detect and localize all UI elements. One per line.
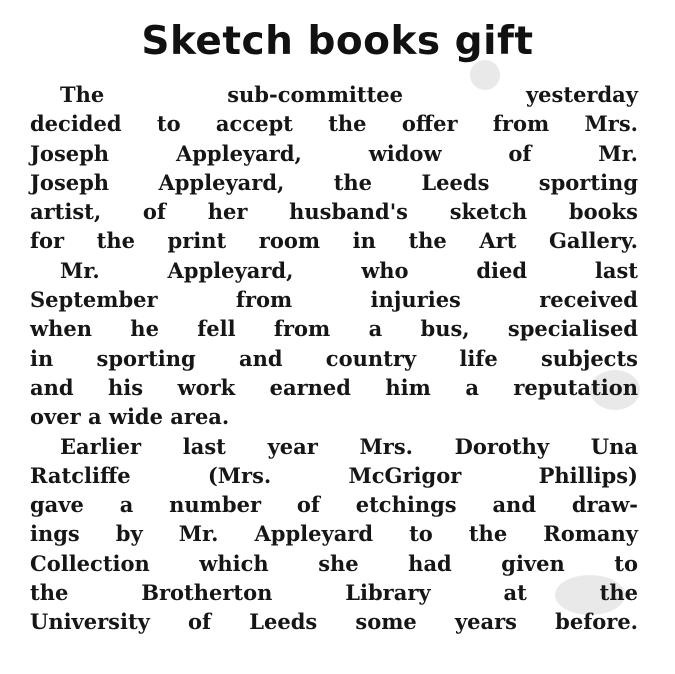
paragraph-3-line-3: gave a number of etchings and draw-: [30, 492, 638, 518]
paragraph-2-line-2: September from injuries received: [30, 287, 638, 313]
paragraph-1-line-2: decided to accept the offer from Mrs.: [30, 111, 638, 137]
paragraph-1-line-4: Joseph Appleyard, the Leeds sporting: [30, 169, 638, 195]
article-body: [30, 80, 638, 637]
paragraph-1-line-5: artist, of her husband's sketch books: [30, 199, 638, 225]
paragraph-1-line-1: The sub-committee yesterday: [60, 82, 638, 107]
paragraph-3-line-6: the Brotherton Library at the: [30, 580, 638, 606]
paragraph-2-line-4: in sporting and country life subjects: [30, 345, 638, 371]
paragraph-3-line-4: ings by Mr. Appleyard to the Romany: [30, 521, 638, 547]
paragraph-3-line-1: Earlier last year Mrs. Dorothy Una: [60, 433, 638, 459]
paragraph-2-line-5: and his work earned him a reputation: [30, 374, 638, 400]
paragraph-1-line-6: for the print room in the Art Gallery.: [30, 228, 638, 254]
headline: Sketch books gift: [141, 19, 534, 64]
paragraph-3-line-2: Ratcliffe (Mrs. McGrigor Phillips): [30, 462, 638, 488]
paragraph-1-line-3: Joseph Appleyard, widow of Mr.: [30, 140, 638, 166]
paragraph-2-line-3: when he fell from a bus, specialised: [30, 316, 638, 342]
paragraph-2-line-6: over a wide area.: [30, 404, 230, 430]
paragraph-3-line-5: Collection which she had given to: [30, 550, 638, 576]
paragraph-3-line-7: University of Leeds some years before.: [30, 609, 638, 635]
paragraph-2-line-1: Mr. Appleyard, who died last: [60, 257, 638, 283]
